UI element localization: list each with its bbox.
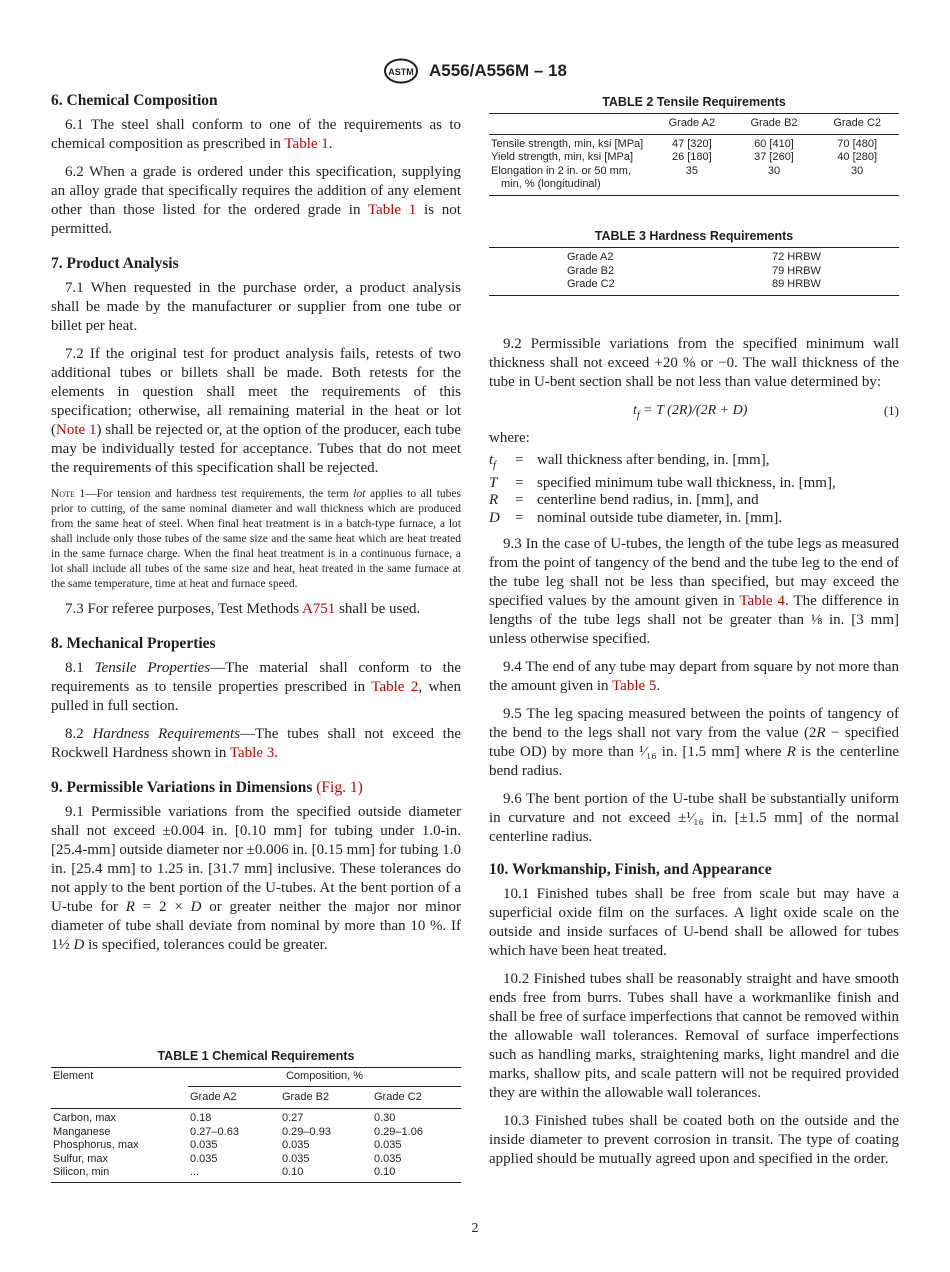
composition-cell: 0.035 xyxy=(190,1139,218,1151)
table-1-grade-header: Grade C2 xyxy=(374,1090,422,1103)
table-1-link[interactable]: Table 1 xyxy=(284,136,329,152)
table-2-grade-header: Grade A2 xyxy=(668,117,716,129)
para-7-1: 7.1 When requested in the purchase order, a product analysis shall be made by the manufacturer or supplier from one tube or billet per heat. xyxy=(51,280,461,334)
table-4-link[interactable]: Table 4 xyxy=(739,593,786,609)
para-9-2: 9.2 Permissible variations from the specified minimum wall thickness shall not exceed +20 % or −0. The wall thickness of the tube in U-bent section shall be not less than value determined by: xyxy=(489,336,899,390)
right-column xyxy=(489,335,899,1178)
table-row: Grade C2 89 HRBW xyxy=(567,278,821,290)
table-1-element-header: Element xyxy=(53,1070,94,1082)
table-3 xyxy=(489,229,899,296)
para-6-2: 6.2 When a grade is ordered under this specification, supplying an alloy grade that specifically requires the addition of any element other than those listed for the ordered grade in Table 1 is not permitted. xyxy=(51,164,461,237)
para-6-1: 6.1 The steel shall conform to one of the requirements as to chemical composition as prescribed in Table 1. xyxy=(51,117,461,152)
composition-cell: 0.29–0.93 xyxy=(282,1125,331,1138)
composition-cell: 0.035 xyxy=(190,1152,218,1165)
definitions-list xyxy=(489,452,840,527)
table-1-link[interactable]: Table 1 xyxy=(367,202,417,218)
section-10-title: 10. Workmanship, Finish, and Appearance xyxy=(489,861,772,878)
composition-cell: 0.035 xyxy=(374,1152,402,1165)
table-2 xyxy=(489,95,899,196)
para-8-2: 8.2 Hardness Requirements—The tubes shall not exceed the Rockwell Hardness shown in Table 3. xyxy=(51,726,462,761)
table-1-grade-header: Grade B2 xyxy=(282,1090,330,1103)
definition-item: R = centerline bend radius, in. [mm], and xyxy=(489,492,759,508)
composition-cell: 0.035 xyxy=(282,1152,310,1165)
page-number: 2 xyxy=(471,1221,479,1236)
composition-cell: 0.29–1.06 xyxy=(374,1125,423,1138)
definition-item: $t_f$ = wall thickness after bending, in. [mm], xyxy=(489,452,770,471)
composition-cell: 0.10 xyxy=(282,1166,304,1178)
table-1-grade-header: Grade A2 xyxy=(190,1090,237,1103)
element-name-cell: Phosphorus, max xyxy=(53,1139,139,1151)
table-5-link[interactable]: Table 5 xyxy=(612,678,657,694)
left-column xyxy=(51,92,461,964)
composition-cell: 0.27–0.63 xyxy=(190,1125,239,1138)
table-2-grade-header: Grade B2 xyxy=(750,117,798,129)
composition-cell: 0.27 xyxy=(282,1112,304,1124)
para-9-4: 9.4 The end of any tube may depart from square by not more than the amount given in Table 5. xyxy=(489,659,899,694)
para-10-1: 10.1 Finished tubes shall be free from scale but may have a superficial oxide film on the surfaces. A light oxide scale on the outside and inside surfaces of U-bend shall be allowed for tubes which have been heat treated. xyxy=(489,886,899,959)
fig-1-link[interactable]: (Fig. 1) xyxy=(316,779,363,796)
para-7-3: 7.3 For referee purposes, Test Methods A751 shall be used. xyxy=(65,601,421,617)
composition-cell: ... xyxy=(190,1166,200,1178)
equation-number: (1) xyxy=(883,403,899,418)
standard-code: A556/A556M – 18 xyxy=(429,61,567,80)
table-1-composition-header: Composition, % xyxy=(188,1068,461,1087)
svg-text:ASTM: ASTM xyxy=(388,67,414,77)
para-9-3: 9.3 In the case of U-tubes, the length of the tube legs as measured from the point of tangency of the bend and the tube leg to the end of the tube leg shall not be less than specified, but may exceed the specified values by the amount given in Table 4. The difference in lengths of the tube legs shall not be greater than ⅛ in. [3 mm] unless otherwise specified. xyxy=(489,536,899,647)
section-8-title: 8. Mechanical Properties xyxy=(51,635,216,652)
where-label: where: xyxy=(489,430,530,446)
composition-cell: 0.18 xyxy=(190,1112,212,1124)
table-row xyxy=(51,1153,461,1167)
page-header xyxy=(0,58,950,84)
definition-item: D = nominal outside tube diameter, in. [mm]. xyxy=(489,509,783,526)
composition-cell: 0.035 xyxy=(374,1139,402,1151)
section-6-title: 6. Chemical Composition xyxy=(51,92,218,109)
para-9-1: 9.1 Permissible variations from the specified outside diameter shall not exceed ±0.004 in. [0.10 mm] for tubing under 1.0-in. [25.4-mm] outside diameter nor ±0.006 in. [0.15 mm] for tubing 1.0 in. [25.4 mm] to 1.25 in. [31.7 mm] inclusive. These tolerances do not apply to the bent portion of the U-tubes. At the bent portion of a U-tube for R = 2 × D or greater neither the major nor minor diameter of tube shall deviate from nominal by more than 10 %. If 1½ D is specified, tolerances could be greater. xyxy=(51,804,461,953)
table-row: Grade B2 79 HRBW xyxy=(567,264,821,277)
composition-cell: 0.035 xyxy=(282,1139,310,1151)
equation-text: $t_f = T$ (2R)/(2R + D) xyxy=(633,403,748,421)
element-name-cell: Sulfur, max xyxy=(53,1152,109,1165)
note-1: Note 1—For tension and hardness test requirements, the term lot applies to all tubes prior to cutting, of the same nominal diameter and wall thickness which are produced from the same heat of steel. When final heat treatment is in a batch-type furnace, a lot shall include only those tubes of the same size and the same heat which are heat treated in the same furnace charge. When the final heat treatment is in a continuous furnace, a lot shall include all tubes of the same size and heat, heat treated in the same furnace at the same temperature, time at heat and furnace speed. xyxy=(51,488,462,590)
astm-logo-icon xyxy=(383,58,419,84)
table-2-caption: TABLE 2 Tensile Requirements xyxy=(602,95,786,109)
table-3-caption: TABLE 3 Hardness Requirements xyxy=(594,229,794,243)
table-2-link[interactable]: Table 2 xyxy=(371,679,419,695)
table-1-caption: TABLE 1 Chemical Requirements xyxy=(157,1049,355,1063)
composition-cell: 0.30 xyxy=(374,1112,396,1124)
para-9-5: 9.5 The leg spacing measured between the points of tangency of the bend to the legs shall not vary from the value (2R − specified tube OD) by more than ¹⁄₁₆ in. [1.5 mm] where R is the centerline bend radius. xyxy=(489,706,900,779)
para-7-2: 7.2 If the original test for product analysis fails, retests of two additional tubes or billets shall be made. Both retests for the elements in question shall meet the requirements of this specification; otherwise, all remaining material in the heat or lot (Note 1) shall be rejected or, at the option of the producer, each tube may be individually tested for acceptance. Tubes that do not meet the requirements of this specification shall be rejected. xyxy=(51,346,461,476)
equation-1 xyxy=(489,401,899,423)
para-10-3: 10.3 Finished tubes shall be coated both on the outside and the inside diameter to prevent corrosion in transit. The type of coating applied should be mutually agreed upon and specified in the order. xyxy=(489,1113,899,1167)
element-name-cell: Silicon, min xyxy=(53,1166,110,1178)
table-row xyxy=(51,1139,461,1153)
table-row: Yield strength, min, ksi [MPa] 26 [180] 37 [260] 40 [280] xyxy=(491,151,878,163)
table-1 xyxy=(51,1049,461,1183)
table-row: Elongation in 2 in. or 50 mm, min, % (longitudinal) 35 30 30 xyxy=(491,164,864,190)
table-row xyxy=(51,1166,461,1182)
table-2-grade-header: Grade C2 xyxy=(833,117,882,129)
element-name-cell: Manganese xyxy=(53,1125,111,1138)
para-10-2: 10.2 Finished tubes shall be reasonably straight and have smooth ends free from burrs. Tubes shall have a workmanlike finish and shall be free of surface imperfections that cannot be removed within the allowable wall tolerances. Removal of surface imperfections such as handling marks, straightening marks, light mandrel and die marks, shallow pits, and scale pattern will not be required provided they are within the allowable wall tolerances. xyxy=(489,971,899,1101)
section-7-title: 7. Product Analysis xyxy=(51,255,179,272)
composition-cell: 0.10 xyxy=(374,1166,396,1178)
table-row xyxy=(51,1126,461,1140)
para-8-1: 8.1 Tensile Properties—The material shall conform to the requirements as to tensile properties prescribed in Table 2, when pulled in full section. xyxy=(51,660,461,714)
a751-link[interactable]: A751 xyxy=(301,601,336,617)
table-3-link[interactable]: Table 3 xyxy=(229,745,275,761)
section-9-title: 9. Permissible Variations in Dimensions (Fig. 1) xyxy=(51,779,363,796)
element-name-cell: Carbon, max xyxy=(53,1112,116,1124)
para-9-6: 9.6 The bent portion of the U-tube shall be substantially uniform in curvature and not exceed ±¹⁄₁₆ in. [±1.5 mm] of the normal centerline radius. xyxy=(489,791,899,845)
definition-item: T = specified minimum tube wall thickness, in. [mm], xyxy=(489,474,836,491)
table-row: Grade A2 72 HRBW xyxy=(567,251,821,263)
note-1-link[interactable]: Note 1 xyxy=(56,422,97,438)
table-row xyxy=(51,1109,461,1126)
table-row: Tensile strength, min, ksi [MPa] 47 [320] 60 [410] 70 [480] xyxy=(491,137,878,150)
